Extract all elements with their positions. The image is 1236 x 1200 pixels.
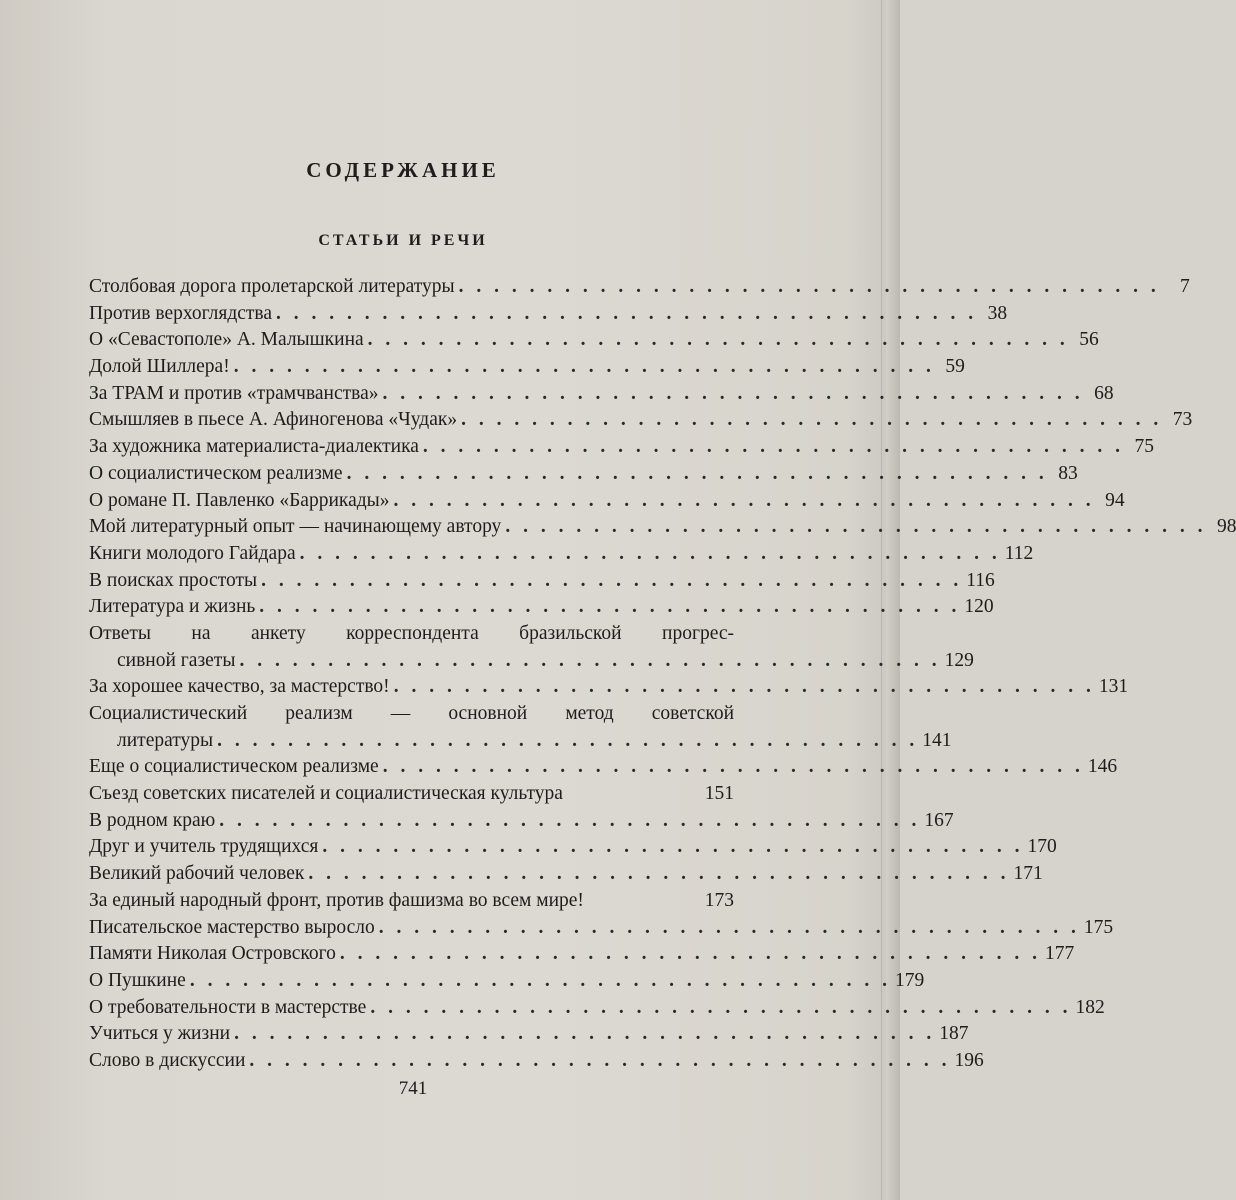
toc-entry xyxy=(89,1021,969,1048)
toc-entry-page: 73 xyxy=(1172,409,1193,431)
toc-entry-title: Смышляев в пьесе А. Афиногенова «Чудак» xyxy=(89,409,458,431)
toc-entry-title: Учиться у жизни xyxy=(89,1023,231,1045)
toc-entry-title: Долой Шиллера! xyxy=(89,356,230,378)
toc-entry-page: 173 xyxy=(704,889,734,911)
leader-dots: . . . . . . . . . . . . . . . . . . . . . . . . . . . . . . . . . . . . . . . . xyxy=(339,943,1041,965)
toc-entry xyxy=(89,888,734,915)
leader-dots: . . . . . . . . . . . . . . . . . . . . . . . . . . . . . . . . . . . . . . . . xyxy=(393,489,1095,511)
toc-entry-page: 179 xyxy=(894,969,925,991)
toc-entry-title: За хорошее качество, за мастерство! xyxy=(89,676,390,698)
leader-dots: . . . . . . . . . . . . . . . . . . . . . . . . . . . . . . . . . . . . . . . . xyxy=(219,809,921,831)
toc-entry-page: 94 xyxy=(1105,489,1125,511)
leader-dots: . . . . . . . . . . . . . . . . . . . . . . . . . . . . . . . . . . . . . . . . xyxy=(276,302,978,324)
toc-entry-title: Памяти Николая Островского xyxy=(89,943,336,965)
toc-entry xyxy=(89,327,1099,354)
toc-entry-continued xyxy=(89,648,974,675)
toc-entry-title: Слово в дискуссии xyxy=(89,1049,246,1071)
leader-dots: . . . . . . . . . . . . . . . . . . . . . . . . . . . . . . . . . . . . . . . . xyxy=(217,729,919,751)
toc-entry xyxy=(89,674,1129,701)
leader-dots: . . . . . . . . . . . . . . . . . . . . . . . . . . . . . . . . . . . . . . . . xyxy=(505,516,1207,538)
toc-entry-page: 83 xyxy=(1058,462,1078,484)
toc-entry-page: 151 xyxy=(704,783,734,805)
toc-entry-page: 146 xyxy=(1087,756,1118,778)
leader-dots: . . . . . . . . . . . . . . . . . . . . . . . . . . . . . . . . . . . . . . . . xyxy=(461,409,1163,431)
toc-entry-title: О требовательности в мастерстве xyxy=(89,996,367,1018)
toc-entry-page: 171 xyxy=(1013,863,1043,885)
toc-entry-title: О социалистическом реализме xyxy=(89,462,343,484)
toc-entry xyxy=(89,1048,984,1075)
toc-entry-page: 182 xyxy=(1075,996,1105,1018)
leader-dots: . . . . . . . . . . . . . . . . . . . . . . . . . . . . . . . . . . . . . . . . xyxy=(189,969,891,991)
toc-entry-title: Мой литературный опыт — начинающему автору xyxy=(89,516,502,538)
toc-entry-title-line1: Ответы на анкету корреспондента бразильской прогрес- xyxy=(89,622,734,644)
leader-dots: . . . . . . . . . . . . . . . . . . . . . . . . . . . . . . . . . . . . . . . . xyxy=(393,676,1095,698)
toc-entry-title: О Пушкине xyxy=(89,969,186,991)
toc-entry-page: 38 xyxy=(987,302,1008,324)
toc-entry-page: 170 xyxy=(1027,836,1057,858)
toc-entry-title-line1: Социалистический реализм — основной метод советской xyxy=(89,703,734,724)
toc-entry xyxy=(89,594,994,621)
toc-entry-title: Против верхоглядства xyxy=(89,302,273,324)
toc-entry xyxy=(89,834,1057,861)
toc-entry-title: Друг и учитель трудящихся xyxy=(89,836,319,858)
toc-entry-page: 167 xyxy=(924,809,954,831)
toc-entry xyxy=(89,354,965,381)
toc-entry xyxy=(89,621,734,648)
leader-dots: . . . . . . . . . . . . . . . . . . . . . . . . . . . . . . . . . . . . . . . . xyxy=(422,436,1125,458)
toc-entry-title: Великий рабочий человек xyxy=(89,863,305,885)
toc-entry-title: Книги молодого Гайдара xyxy=(89,542,296,564)
page-number: 741 xyxy=(398,1078,428,1099)
leader-dots: . . . . . . . . . . . . . . . . . . . . . . . . . . . . . . . . . . . . . . . . xyxy=(322,836,1024,858)
toc-entry xyxy=(89,568,995,595)
leader-dots: . . . . . . . . . . . . . . . . . . . . . . . . . . . . . . . . . . . . . . . . xyxy=(259,596,961,618)
contents-title: СОДЕРЖАНИЕ xyxy=(306,158,500,182)
toc-entry xyxy=(89,968,925,995)
toc-entry-page: 175 xyxy=(1083,916,1114,938)
toc-entry-title: О «Севастополе» А. Малышкина xyxy=(89,329,364,351)
leader-dots: . . . . . . . . . . . . . . . . . . . . . . . . . . . . . . . . . . . . . . . . xyxy=(299,542,1001,564)
toc-entry xyxy=(89,381,1114,408)
toc-entry xyxy=(89,434,1155,461)
toc-entry xyxy=(89,754,1118,781)
leader-dots: . . . . . . . . . . . . . . . . . . . . . . . . . . . . . . . . . . . . . . . . xyxy=(367,329,1069,351)
leader-dots: . . . . . . . . . . . . . . . . . . . . . . . . . . . . . . . . . . . . . . . . xyxy=(370,996,1072,1018)
toc-entry xyxy=(89,488,1125,515)
toc-entry-title: За художника материалиста-диалектика xyxy=(89,436,419,458)
toc-entry xyxy=(89,861,1043,888)
toc-entry xyxy=(89,701,734,728)
toc-entry-page: 141 xyxy=(922,729,952,751)
leader-dots: . . . . . . . . . . . . . . . . . . . . . . . . . . . . . . . . . . . . . . . . xyxy=(308,863,1010,885)
leader-dots: . . . . . . . . . . . . . . . . . . . . . . . . . . . . . . . . . . . . . . . . xyxy=(346,462,1048,484)
leader-dots: . . . . . . . . . . . . . . . . . . . . . . . . . . . . . . . . . . . . . . . . xyxy=(234,1023,936,1045)
leader-dots: . . . . . . . . . . . . . . . . . . . . . . . . . . . . . . . . . . . . . . . . xyxy=(233,356,935,378)
toc-entry-title: Еще о социалистическом реализме xyxy=(89,756,379,778)
toc-entry-page: 98 xyxy=(1216,516,1236,538)
toc-entry-page: 131 xyxy=(1098,676,1129,698)
toc-entry xyxy=(89,915,1114,942)
toc-entry-page: 56 xyxy=(1079,329,1099,351)
toc-entry-title: Писательское мастерство выросло xyxy=(89,916,375,938)
leader-dots: . . . . . . . . . . . . . . . . . . . . . . . . . . . . . . . . . . . . . . . . xyxy=(382,382,1084,404)
toc-entry xyxy=(89,808,954,835)
toc-entry-page: 68 xyxy=(1094,382,1114,404)
toc-entry-title: Столбовая дорога пролетарской литературы xyxy=(89,276,455,297)
toc-entry xyxy=(89,941,1075,968)
toc-entry xyxy=(89,274,1190,301)
toc-entry-page: 75 xyxy=(1134,436,1155,458)
leader-dots: . . . . . . . . . . . . . . . . . . . . . . . . . . . . . . . . . . . . . . . . xyxy=(239,649,941,671)
toc-entry xyxy=(89,301,1008,328)
toc-entry-page: 112 xyxy=(1004,542,1034,564)
toc-entry-page: 120 xyxy=(964,596,994,618)
toc-entry xyxy=(89,995,1105,1022)
toc-entry-page: 7 xyxy=(1179,276,1190,297)
toc-entry-title: Литература и жизнь xyxy=(89,596,256,618)
toc-entry-title: За ТРАМ и против «трамчванства» xyxy=(89,382,379,404)
toc-entry xyxy=(89,781,734,808)
toc-entry-page: 177 xyxy=(1044,943,1075,965)
toc-entry xyxy=(89,461,1078,488)
section-title: СТАТЬИ И РЕЧИ xyxy=(318,232,488,249)
toc-entry-page: 187 xyxy=(939,1023,969,1045)
toc-entry xyxy=(89,407,1193,434)
toc-entry-title-line2: литературы xyxy=(117,729,214,751)
toc-entry-title: О романе П. Павленко «Баррикады» xyxy=(89,489,390,511)
toc-entry-page: 196 xyxy=(954,1049,984,1071)
toc-entry-page: 59 xyxy=(945,356,965,378)
toc-entry-page: 129 xyxy=(944,649,974,671)
toc-entry xyxy=(89,541,1034,568)
toc-entry-title: В родном краю xyxy=(89,809,216,831)
toc-entry xyxy=(89,514,1236,541)
toc-entry-title: Съезд советских писателей и социалистическая культура xyxy=(89,783,563,805)
leader-dots: . . . . . . . . . . . . . . . . . . . . . . . . . . . . . . . . . . . . . . . . xyxy=(378,916,1080,938)
toc-entry-title: За единый народный фронт, против фашизма во всем мире! xyxy=(89,889,584,911)
table-of-contents xyxy=(89,274,1236,1075)
toc-entry-title: В поисках простоты xyxy=(89,569,258,591)
leader-dots: . . . . . . . . . . . . . . . . . . . . . . . . . . . . . . . . . . . . . . . . xyxy=(249,1049,951,1071)
leader-dots: . . . . . . . . . . . . . . . . . . . . . . . . . . . . . . . . . . . . . . . . xyxy=(261,569,963,591)
toc-entry-continued xyxy=(89,728,952,755)
toc-entry-title-line2: сивной газеты xyxy=(117,649,236,671)
toc-entry-page: 116 xyxy=(966,569,995,591)
leader-dots: . . . . . . . . . . . . . . . . . . . . . . . . . . . . . . . . . . . . . . . . xyxy=(458,276,1160,297)
leader-dots: . . . . . . . . . . . . . . . . . . . . . . . . . . . . . . . . . . . . . . . . xyxy=(382,756,1084,778)
